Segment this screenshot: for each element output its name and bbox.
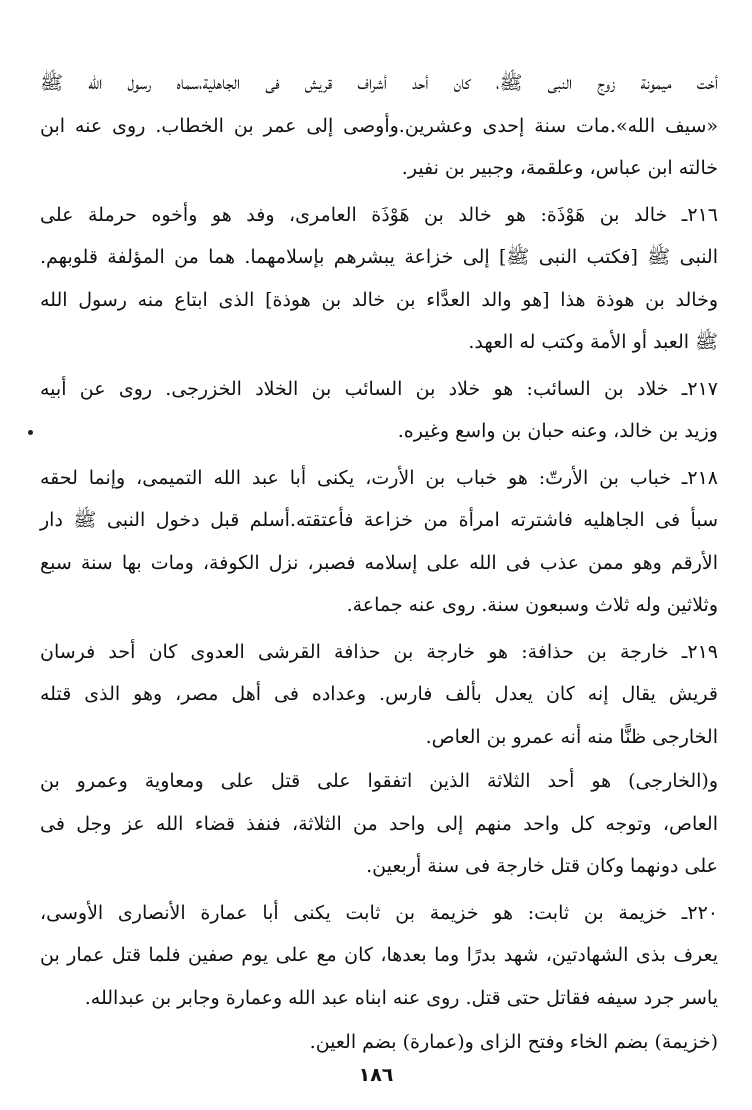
paragraph-maymuna-continuation xyxy=(40,62,718,190)
text-line: ٢١٦ـ خالد بن هَوْذَة: هو خالد بن هَوْذَة العامرى، وفد هو وأخوه حرملة على xyxy=(40,203,718,226)
entry-219-kharija-ibn-hudhafa xyxy=(40,631,718,759)
entry-220-khuzayma-ibn-thabit xyxy=(40,892,718,1020)
text-line: (خزيمة) بضم الخاء وفتح الزاى و(عمارة) بضم العين. xyxy=(309,1031,718,1053)
text-line: سبأ فى الجاهليه فاشترته امرأة من خزاعة فأعتقته.أسلم قبل دخول النبى ﷺ دار xyxy=(40,509,718,531)
page-body xyxy=(40,62,718,1064)
text-line: ياسر جرد سيفه فقاتل حتى قتل. روى عنه ابناه عبد الله وعمارة وجابر بن عبدالله. xyxy=(84,986,718,1009)
text-line: النبى ﷺ [فكتب النبى ﷺ] إلى خزاعة يبشرهم بإسلامهما. هما من المؤلفة قلوبهم. xyxy=(40,246,718,268)
text-line: الأرقم وهو ممن عذب فى الله على إسلامه فصبر، نزل الكوفة، ومات بها سنة سبع xyxy=(40,551,718,574)
entry-218-khabbab-ibn-al-aratt xyxy=(40,457,718,627)
text-line: الخارجى ظنًّا منه أنه عمرو بن العاص. xyxy=(425,725,718,748)
text-line: قريش يقال إنه كان يعدل بألف فارس. وعداده فى أهل مصر، وهو الذى قتله xyxy=(40,683,718,705)
text-line: يعرف بذى الشهادتين، شهد بدرًا وما بعدها، كان مع على يوم صفين فلما قتل عمار بن xyxy=(40,944,718,966)
text-line: ٢١٩ـ خارجة بن حذافة: هو خارجة بن حذافة القرشى العدوى كان أحد فرسان xyxy=(40,640,718,663)
text-line: على دونهما وكان قتل خارجة فى سنة أربعين. xyxy=(366,855,718,877)
text-line: و(الخارجى) هو أحد الثلاثة الذين اتفقوا على قتل على ومعاوية وعمرو بن xyxy=(40,770,718,792)
text-line: خالته ابن عباس، وعلقمة، وجبير بن نفير. xyxy=(401,157,718,179)
margin-dot-mark xyxy=(28,430,33,435)
page-number: ١٨٦ xyxy=(358,1064,394,1086)
paragraph-vocalization-note xyxy=(40,1021,718,1064)
text-line: «سيف الله».مات سنة إحدى وعشرين.وأوصى إلى عمر بن الخطاب. روى عنه ابن xyxy=(40,114,718,137)
text-line: ﷺ العبد أو الأمة وكتب له العهد. xyxy=(468,331,718,353)
text-line: وزيد بن خالد، وعنه حبان بن واسع وغيره. xyxy=(397,420,718,442)
text-line: العاص، وتوجه كل واحد منهم إلى واحد من الثلاثة، فنفذ قضاء الله عز وجل فى xyxy=(40,812,718,835)
text-line: أخت ميمونة زوج النبى ﷺ، كان أحد أشراف قريش فى الجاهلية،سماه رسول الله ﷺ xyxy=(40,72,718,94)
paragraph-al-khariji-note xyxy=(40,760,718,888)
text-line: ٢١٨ـ خباب بن الأرتّ: هو خباب بن الأرت، يكنى أبا عبد الله التميمى، وإنما لحقه xyxy=(40,466,718,489)
text-line: وثلاثين وله ثلاث وسبعون سنة. روى عنه جماعة. xyxy=(346,594,718,616)
text-line: ٢٢٠ـ خزيمة بن ثابت: هو خزيمة بن ثابت يكنى أبا عمارة الأنصارى الأوسى، xyxy=(40,901,718,924)
entry-216-khalid-ibn-hawdha xyxy=(40,194,718,364)
entry-217-khallad-ibn-al-saib xyxy=(40,368,718,453)
text-line: ٢١٧ـ خلاد بن السائب: هو خلاد بن السائب بن الخلاد الخزرجى. روى عن أبيه xyxy=(40,377,718,400)
text-line: وخالد بن هوذة هذا [هو والد العدَّاء بن خالد بن هوذة] الذى ابتاع منه رسول الله xyxy=(40,288,718,311)
